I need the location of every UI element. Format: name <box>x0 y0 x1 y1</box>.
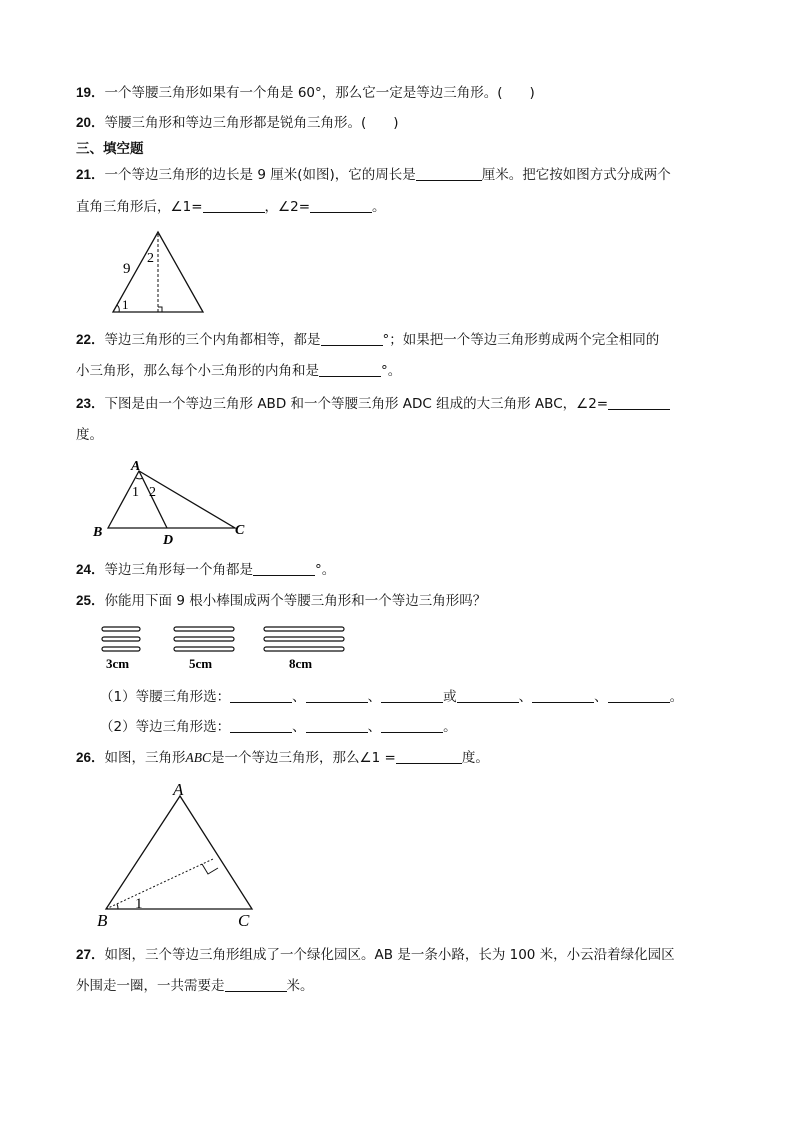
question-text: 如图，三个等边三角形组成了一个绿化园区。AB 是一条小路，长为 100 米，小云沿着绿化园区 <box>104 947 675 963</box>
question-text: 一个等边三角形的边长是 9 厘米(如图)，它的周长是 <box>104 167 416 183</box>
question-24 <box>76 561 335 579</box>
question-text: 米。 <box>286 978 314 994</box>
triangle-name: ABC <box>185 750 212 765</box>
question-21-line2 <box>76 198 386 216</box>
answer-blank[interactable] <box>381 688 443 703</box>
angle-2-label: 2 <box>149 485 156 500</box>
question-text: 是一个等边三角形，那么∠1 = <box>211 750 396 766</box>
section-title: 三、填空题 <box>76 141 144 157</box>
q23-triangle-figure <box>90 456 260 546</box>
question-22-line2 <box>76 362 401 380</box>
separator: 、 <box>367 719 382 735</box>
point-c-label: C <box>238 911 250 930</box>
question-text: 一个等腰三角形如果有一个角是 60°，那么它一定是等边三角形。( ) <box>104 85 535 101</box>
answer-blank[interactable] <box>306 688 368 703</box>
sticks-figure <box>96 624 356 672</box>
angle-arc <box>117 904 118 909</box>
angle-2-label: 2 <box>147 251 154 266</box>
angle-arc <box>136 478 143 479</box>
question-text: 等腰三角形和等边三角形都是锐角三角形。( ) <box>104 115 399 131</box>
question-text: 。 <box>372 199 386 215</box>
separator: 、 <box>292 719 306 735</box>
question-text: 直角三角形后，∠1= <box>76 199 203 215</box>
answer-blank[interactable] <box>532 688 594 703</box>
question-number: 23． <box>76 396 105 411</box>
right-angle-mark <box>202 864 218 874</box>
question-number: 22． <box>76 332 105 347</box>
answer-blank[interactable] <box>203 198 265 213</box>
question-27 <box>76 946 675 964</box>
right-angle-mark <box>158 307 162 312</box>
angle-1-label: 1 <box>135 896 143 912</box>
question-text: °。 <box>315 562 336 578</box>
question-text: ，∠2= <box>264 199 311 215</box>
question-text: 如图，三角形 <box>104 750 186 766</box>
question-text: 等边三角形的三个内角都相等，都是 <box>104 332 321 348</box>
point-b-label: B <box>93 525 103 540</box>
stick-label-5cm: 5cm <box>189 656 213 671</box>
stick-label-8cm: 8cm <box>289 656 313 671</box>
sticks-8cm <box>264 627 344 651</box>
separator: 、 <box>518 689 533 705</box>
point-b-label: B <box>97 911 108 930</box>
or-text: 或 <box>443 689 457 705</box>
point-a-label: A <box>173 780 184 799</box>
point-c-label: C <box>235 523 245 538</box>
question-text: 厘米。把它按如图方式分成两个 <box>481 167 671 183</box>
question-text: 外围走一圈，一共需要走 <box>76 978 225 994</box>
part-label: （2）等边三角形选： <box>100 719 231 735</box>
question-25-part1 <box>100 688 683 706</box>
equilateral-triangle-abc <box>106 796 252 909</box>
answer-blank[interactable] <box>396 749 462 764</box>
question-25 <box>76 592 486 610</box>
angle-1-label: 1 <box>122 297 129 312</box>
answer-blank[interactable] <box>306 718 368 733</box>
q21-triangle-figure <box>105 228 215 318</box>
question-number: 21． <box>76 167 105 182</box>
question-number: 20． <box>76 115 105 130</box>
stick-label-3cm: 3cm <box>106 656 130 671</box>
question-26 <box>76 749 489 767</box>
question-number: 19． <box>76 85 105 100</box>
question-23-line2 <box>76 426 103 444</box>
question-21 <box>76 166 671 184</box>
part-label: （1）等腰三角形选： <box>100 689 231 705</box>
question-number: 25． <box>76 593 105 608</box>
answer-blank[interactable] <box>225 977 287 992</box>
angle-arc <box>117 305 119 312</box>
question-text: 你能用下面 9 根小棒围成两个等腰三角形和一个等边三角形吗？ <box>104 593 487 609</box>
point-d-label: D <box>163 533 174 548</box>
question-27-line2 <box>76 977 314 995</box>
answer-blank[interactable] <box>608 688 670 703</box>
answer-blank[interactable] <box>310 198 372 213</box>
answer-blank[interactable] <box>381 718 443 733</box>
question-text: 下图是由一个等边三角形 ABD 和一个等腰三角形 ADC 组成的大三角形 ABC，∠2= <box>104 396 609 412</box>
answer-blank[interactable] <box>253 561 315 576</box>
point-a-label: A <box>131 459 141 474</box>
sticks-5cm <box>174 627 234 651</box>
question-text: °；如果把一个等边三角形剪成两个完全相同的 <box>382 332 660 348</box>
side-label: 9 <box>123 261 131 277</box>
triangle-abc <box>108 471 235 528</box>
question-20 <box>76 114 399 132</box>
angle-1-label: 1 <box>132 485 139 500</box>
question-22 <box>76 331 659 349</box>
separator: 、 <box>367 689 382 705</box>
q26-triangle-figure <box>92 778 272 934</box>
sticks-3cm <box>102 627 140 651</box>
answer-blank[interactable] <box>457 688 519 703</box>
question-19 <box>76 84 535 102</box>
question-text: °。 <box>381 363 402 379</box>
question-25-part2 <box>100 718 457 736</box>
question-text: 等边三角形每一个角都是 <box>104 562 254 578</box>
separator: 、 <box>594 689 608 705</box>
separator: 、 <box>292 689 306 705</box>
period: 。 <box>669 689 684 705</box>
question-23 <box>76 395 670 413</box>
answer-blank[interactable] <box>416 166 482 181</box>
answer-blank[interactable] <box>608 395 670 410</box>
answer-blank[interactable] <box>230 718 292 733</box>
answer-blank[interactable] <box>230 688 292 703</box>
answer-blank[interactable] <box>321 331 383 346</box>
question-number: 27． <box>76 947 105 962</box>
period: 。 <box>443 719 457 735</box>
question-text: 小三角形，那么每个小三角形的内角和是 <box>76 363 319 379</box>
question-text: 度。 <box>76 427 103 443</box>
question-number: 26． <box>76 750 105 765</box>
question-number: 24． <box>76 562 105 577</box>
question-text: 度。 <box>461 750 489 766</box>
answer-blank[interactable] <box>319 362 381 377</box>
